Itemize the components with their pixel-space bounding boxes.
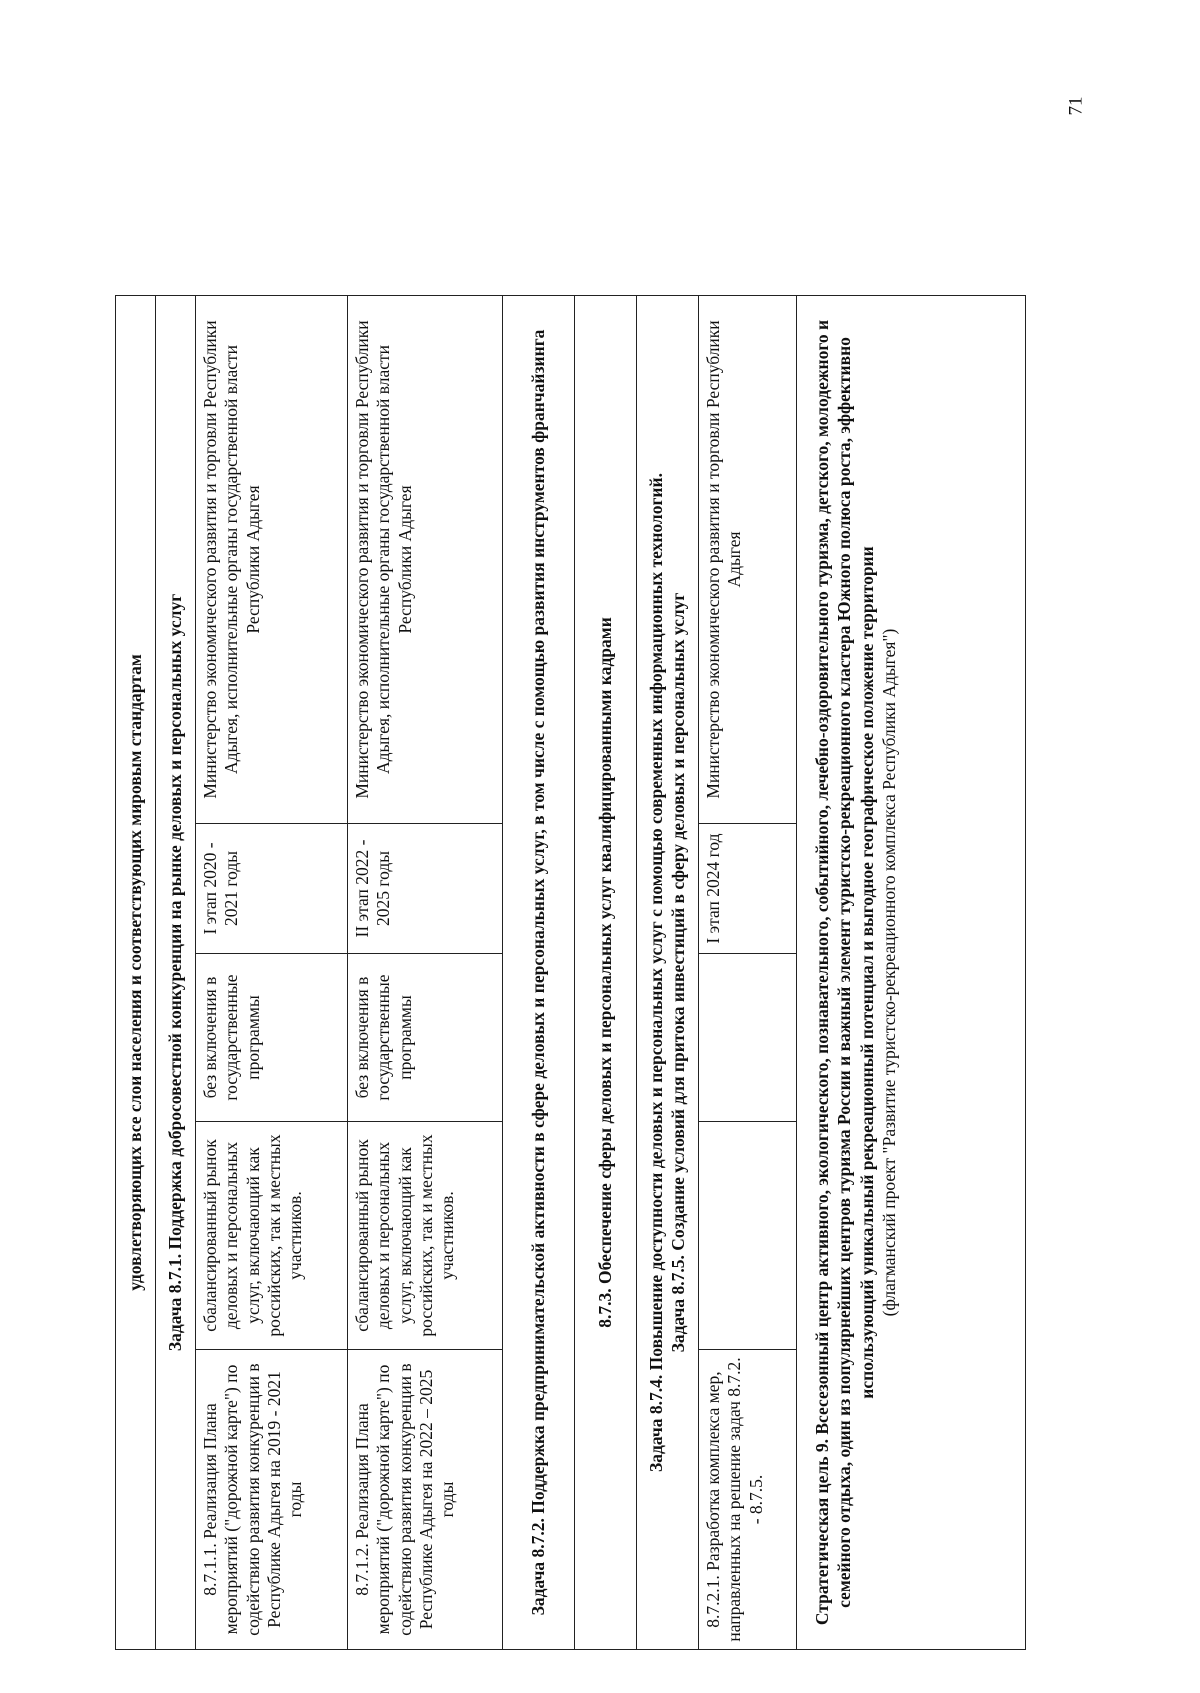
measure-cell: 8.7.1.2. Реализация Плана мероприятий ("дорожной карте") по содействию развития конкуренции в Республике Адыгея на 2022 – 2025 годы xyxy=(348,1350,503,1650)
task-874-875-row xyxy=(637,295,699,1649)
goal-9-text: Стратегическая цель 9. Всесезонный центр активного, экологического, познавательного, событийного, лечебно-оздоровительного туризма, детского, молодежного и семейного отдыха, один из популярнейших центров туризма России и важный элемент туристско-рекреационного кластера Южного полюса роста, эффективно использующий уникальный рекреационный потенциал и выгодное географическое положение территории xyxy=(812,319,877,1626)
task-874-875-cell xyxy=(637,295,699,1649)
goal-9-cell xyxy=(797,295,1026,1649)
result-cell xyxy=(699,1122,797,1350)
measures-table xyxy=(115,295,1026,1650)
page-number: 71 xyxy=(1065,96,1086,116)
task-875-text: Задача 8.7.5. Создание условий для притока инвестиций в сферу деловых и персональных услуг xyxy=(667,592,688,1353)
program-cell: без включения в государственные программы xyxy=(196,954,348,1122)
header-row xyxy=(116,295,156,1649)
task-872-cell: Задача 8.7.2. Поддержка предпринимательской активности в сфере деловых и персональных услуг, в том числе с помощью развития инструментов франчайзинга xyxy=(503,295,575,1649)
responsible-cell: Министерство экономического развития и торговли Республики Адыгея, исполнительные органы государственной власти Республики Адыгея xyxy=(196,295,348,823)
result-cell: сбалансированный рынок деловых и персональных услуг, включающий как российских, так и местных участников. xyxy=(196,1122,348,1350)
task-873-cell: 8.7.3. Обеспечение сферы деловых и персональных услуг квалифицированными кадрами xyxy=(575,295,637,1649)
task-873-row xyxy=(575,295,637,1649)
program-cell: без включения в государственные программы xyxy=(348,954,503,1122)
task-871-row xyxy=(156,295,196,1649)
task-874-text: Задача 8.7.4. Повышение доступности деловых и персональных услуг с помощью современных информационных технологий. xyxy=(646,473,667,1472)
table-row xyxy=(699,295,797,1649)
table-row xyxy=(348,295,503,1649)
table-row xyxy=(196,295,348,1649)
result-cell: сбалансированный рынок деловых и персональных услуг, включающий как российских, так и местных участников. xyxy=(348,1122,503,1350)
task-871-cell: Задача 8.7.1. Поддержка добросовестной конкуренции на рынке деловых и персональных услуг xyxy=(156,295,196,1649)
task-872-row xyxy=(503,295,575,1649)
measure-cell: 8.7.2.1. Разработка комплекса мер, направленных на решение задач 8.7.2. - 8.7.5. xyxy=(699,1350,797,1650)
period-cell: II этап 2022 - 2025 годы xyxy=(348,824,503,954)
period-cell: I этап 2024 год xyxy=(699,824,797,954)
rotated-table-container xyxy=(115,296,1025,1650)
program-cell xyxy=(699,954,797,1122)
responsible-cell: Министерство экономического развития и торговли Республики Адыгея xyxy=(699,295,797,823)
period-cell: I этап 2020 - 2021 годы xyxy=(196,824,348,954)
goal-9-flagship-project: (флагманский проект "Развитие туристско-рекреационного комплекса Республики Адыгея") xyxy=(879,628,900,1317)
responsible-cell: Министерство экономического развития и торговли Республики Адыгея, исполнительные органы государственной власти Республики Адыгея xyxy=(348,295,503,823)
header-top-cell: удовлетворяющих все слои населения и соответствующих мировым стандартам xyxy=(116,295,156,1649)
goal-9-row xyxy=(797,295,1026,1649)
measure-cell: 8.7.1.1. Реализация Плана мероприятий ("дорожной карте") по содействию развития конкуренции в Республике Адыгея на 2019 - 2021 годы xyxy=(196,1350,348,1650)
